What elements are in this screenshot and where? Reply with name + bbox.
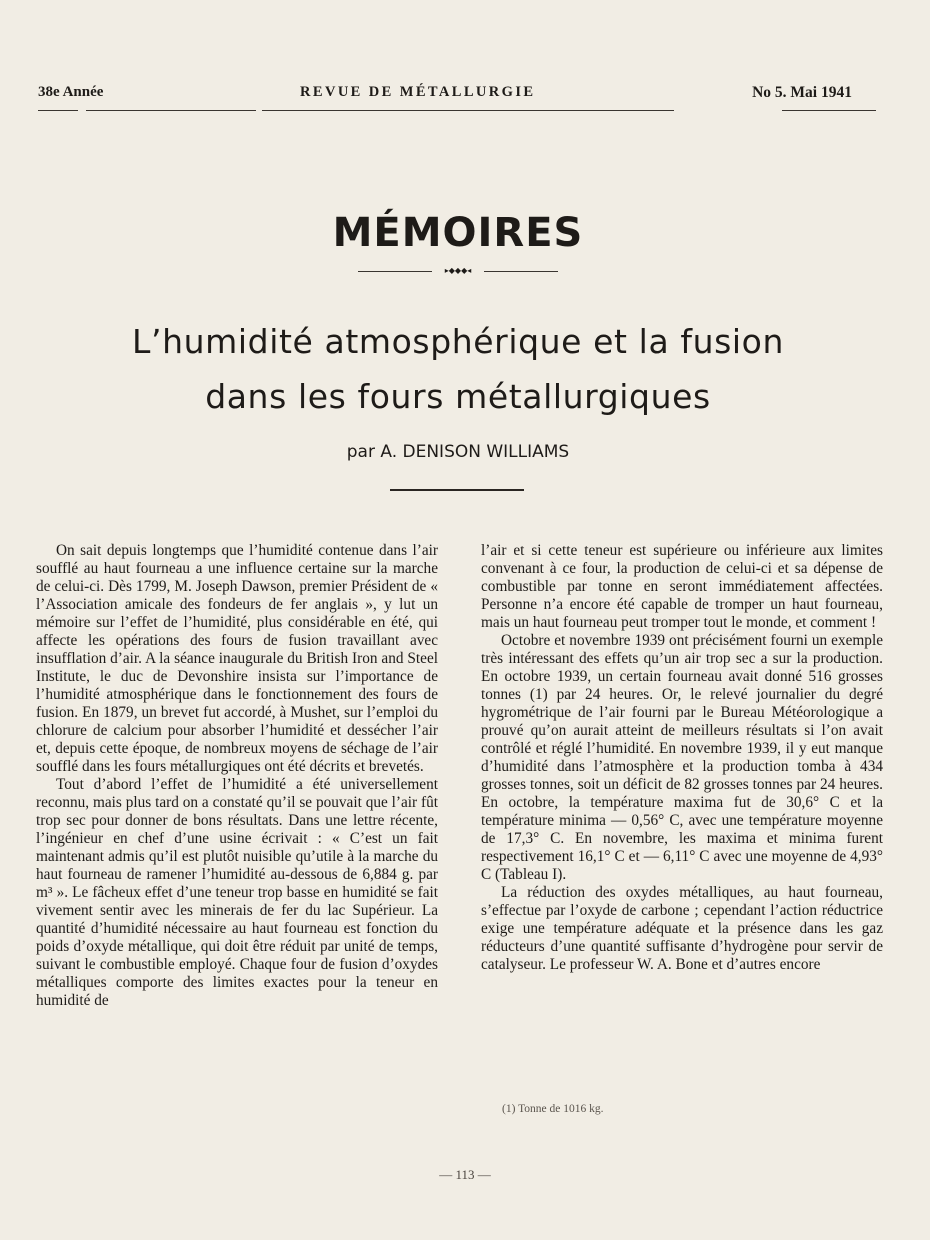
paragraph: Octobre et novembre 1939 ont précisément fourni un exemple très intéressant des effets qu’un air trop sec a sur la production. En octobre 1939, un certain fourneau avait donné 516 grosses tonnes (1) par 24 heures. Or, le relevé journalier du degré hygrométrique de l’air fourni par le Bureau Météorologique a prouvé qu’on aurait atteint de meilleurs résultats si l’on avait contrôlé et réglé l’humidité. En novembre 1939, il y eut manque d’humidité dans l’atmosphère et la production tomba à 434 grosses tonnes, soit un déficit de 82 grosses tonnes par 24 heures. En octobre, la température maxima fut de 30,6° C et la température minima — 0,56° C, avec une température moyenne de 17,3° C. En novembre, les maxima et minima furent respectivement 16,1° C et — 6,11° C avec une moyenne de 4,93° C (Tableau I). xyxy=(481,632,883,883)
ornament-line-right xyxy=(484,271,558,272)
journal-name: REVUE DE MÉTALLURGIE xyxy=(300,84,536,100)
article-title-line-2: dans les fours métallurgiques xyxy=(205,377,711,416)
body-column-right xyxy=(481,542,883,974)
header-rule-left-2 xyxy=(86,110,256,111)
paragraph: On sait depuis longtemps que l’humidité contenue dans l’air soufflé au haut fourneau a une influence certaine sur la marche de celui-ci. Dès 1799, M. Joseph Dawson, premier Président de « l’Association amicale des fondeurs de fer anglais », y lut un mémoire sur l’effet de l’humidité, plus considérable en été, qui affecte les opérations des fours de fusion travaillant avec insufflation d’air. A la séance inaugurale du British Iron and Steel Institute, le duc de Devonshire insista sur l’importance de l’humidité atmosphérique dans le fonctionnement des fours de fusion. En 1879, un brevet fut accordé, à Mushet, sur l’emploi du chlorure de calcium pour absorber l’humidité et dessécher l’air et, depuis cette époque, de nombreux moyens de séchage de l’air soufflé dans les fours métallurgiques ont été décrits et brevetés. xyxy=(36,542,438,775)
volume-year: 38e Année xyxy=(38,84,104,100)
running-header xyxy=(38,84,878,106)
author-byline: par A. DENISON WILLIAMS xyxy=(346,442,570,462)
paragraph: La réduction des oxydes métalliques, au haut fourneau, s’effectue par l’oxyde de carbone ; cependant l’action réductrice exige une température adéquate et la présence dans les gaz réducteurs d’une quantité suffisante d’hydrogène pour servir de catalyseur. Le professeur W. A. Bone et d’autres encore xyxy=(481,884,883,973)
article-title-line-1: L’humidité atmosphérique et la fusion xyxy=(132,322,784,361)
ornament-diamonds-icon: ▸◆◆◆◂ xyxy=(444,266,472,275)
paragraph: Tout d’abord l’effet de l’humidité a été universellement reconnu, mais plus tard on a constaté qu’il se pouvait que l’air fût trop sec pour donner de bons résultats. Dans une lettre récente, l’ingénieur en chef d’une usine écrivait : « C’est un fait maintenant admis qu’il est plutôt nuisible qu’utile à la marche du haut fourneau de ramener l’humidité au-dessous de 6,884 g. par m³ ». Le fâcheux effet d’une teneur trop basse en humidité se fait vivement sentir avec les minerais de fer du lac Supérieur. La quantité d’humidité nécessaire au haut fourneau est fonction du poids d’oxyde métallique, qui doit être réduit par unité de temps, suivant le combustible employé. Chaque four de fusion d’oxydes métalliques comporte des limites exactes pour la teneur en humidité de xyxy=(36,776,438,1009)
header-rule-right xyxy=(782,110,876,111)
issue-date: No 5. Mai 1941 xyxy=(752,84,852,101)
title-rule xyxy=(390,489,524,491)
paragraph: l’air et si cette teneur est supérieure ou inférieure aux limites convenant à ce four, la production de celui-ci et sa dépense de combustible par tonne en seront immédiatement affectées. Personne n’a encore été capable de tromper un haut fourneau, mais un haut fourneau peut tromper tout le monde, et comment ! xyxy=(481,542,883,631)
header-rule-center xyxy=(262,110,674,111)
ornament-divider xyxy=(358,264,558,278)
footnote: (1) Tonne de 1016 kg. xyxy=(502,1103,604,1115)
section-title: MÉMOIRES xyxy=(332,210,584,256)
page-number: — 113 — xyxy=(439,1167,491,1182)
body-column-left xyxy=(36,542,438,1010)
header-rule-left xyxy=(38,110,78,111)
ornament-line-left xyxy=(358,271,432,272)
